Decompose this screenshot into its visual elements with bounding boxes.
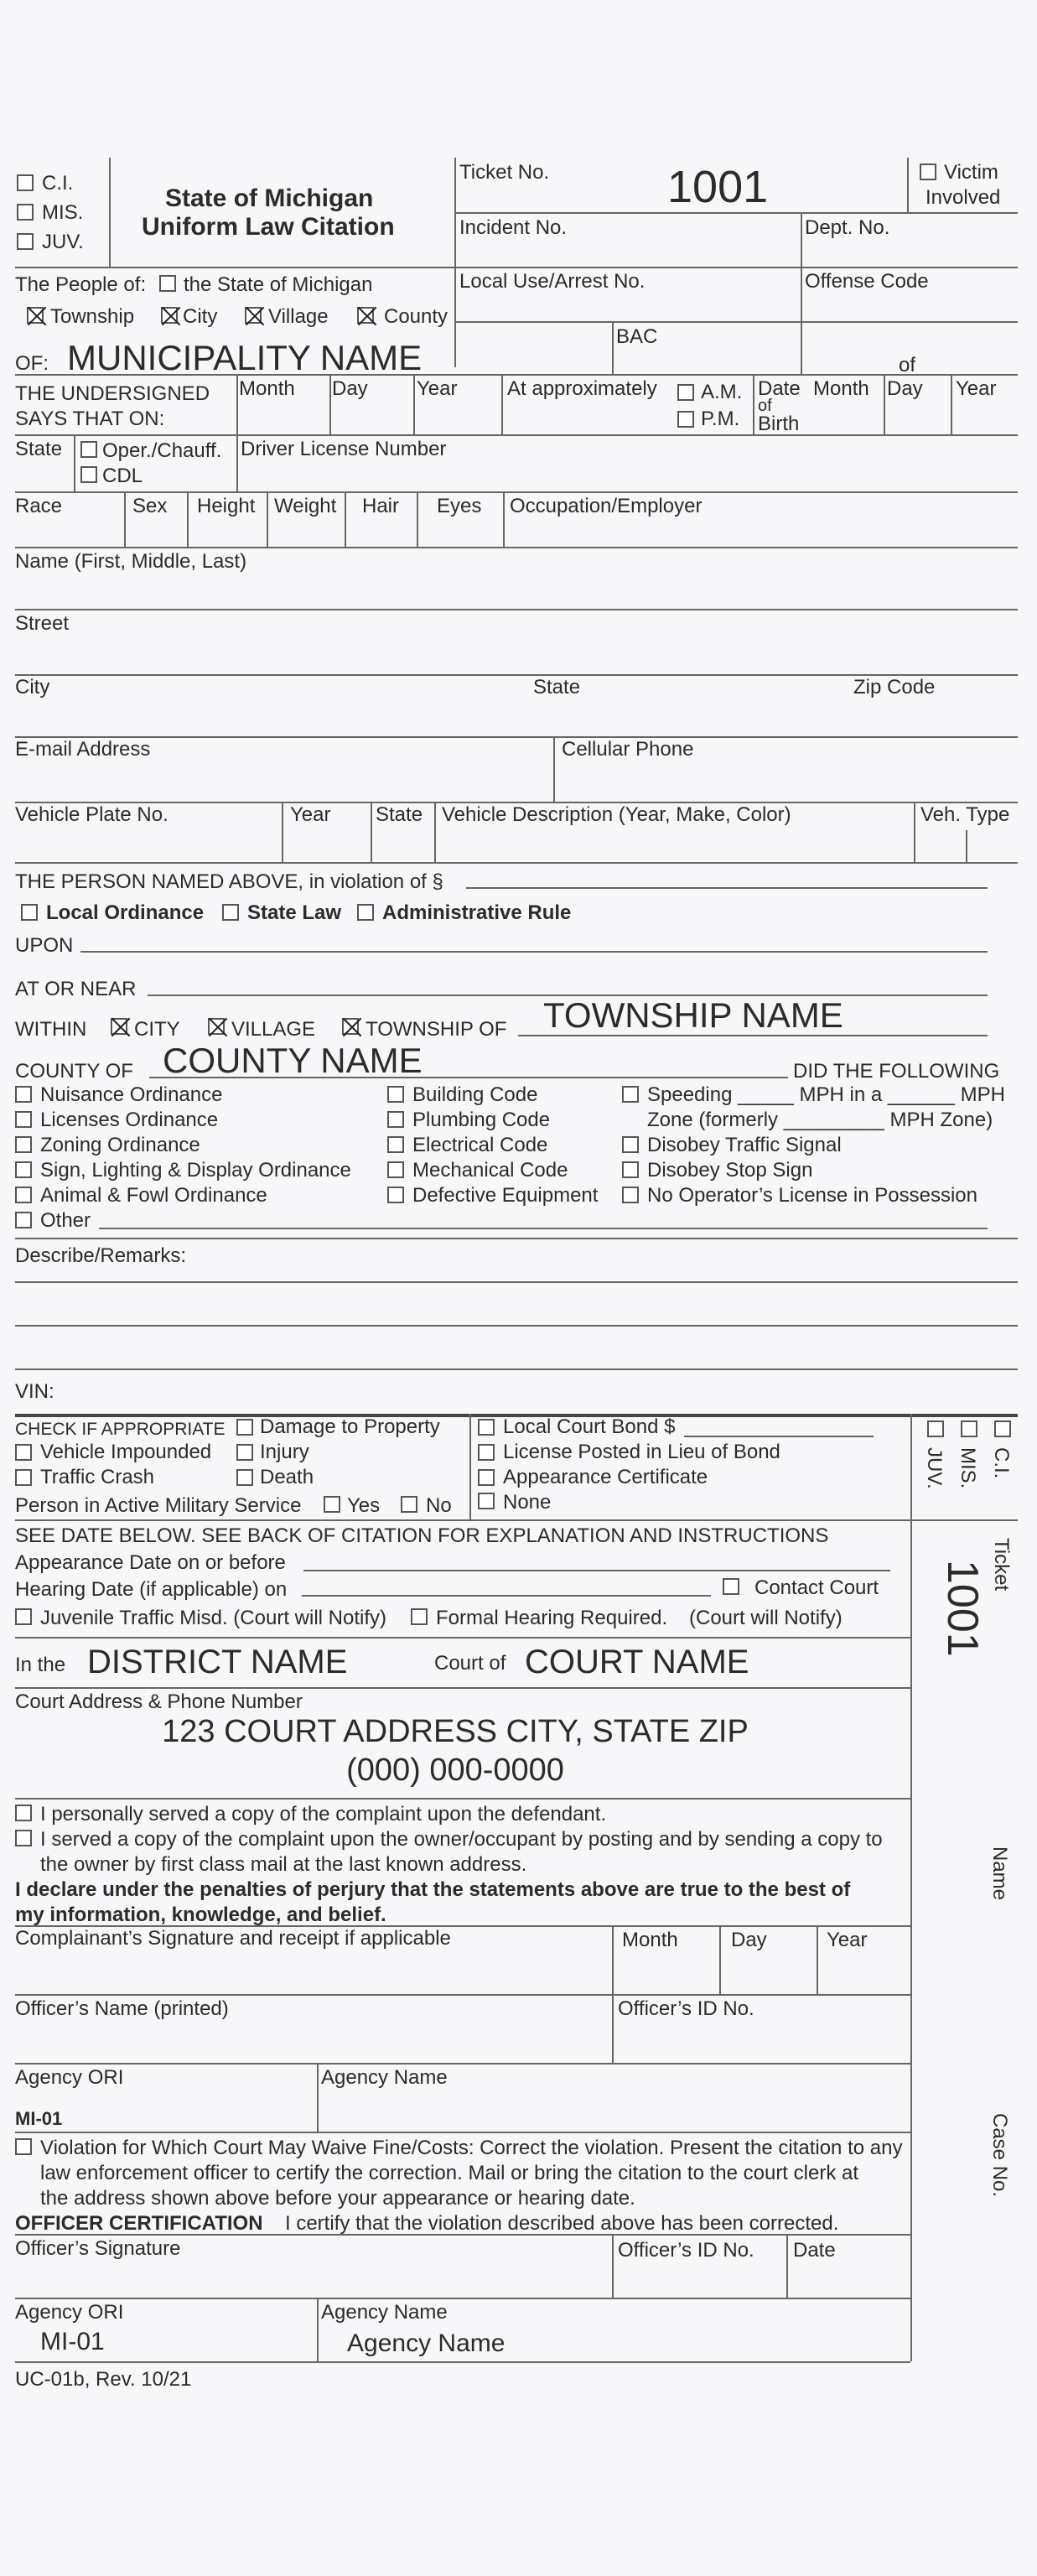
traffic-signal-label: Disobey Traffic Signal [647,1134,842,1156]
name-label: Name (First, Middle, Last) [15,550,247,573]
vin-label: VIN: [15,1380,54,1403]
offense-code-label: Offense Code [805,270,929,293]
county-of-label: COUNTY OF [15,1060,133,1083]
col2-label-2: Electrical Code [412,1134,548,1156]
cert-agency-name-value: Agency Name [347,2329,506,2357]
bond-none-label: None [503,1491,552,1514]
village-label: Village [268,305,329,328]
within-township-checkbox[interactable] [342,1018,359,1035]
township-label: Township [50,305,135,328]
local-ordinance-checkbox[interactable] [21,904,38,921]
court-will-notify-label: (Court will Notify) [689,1607,843,1629]
military-service-label: Person in Active Military Service [15,1494,302,1517]
height-label: Height [197,495,256,517]
mis-label: MIS. [42,201,84,224]
personally-served-label: I personally served a copy of the complaint upon the defendant. [40,1803,607,1826]
stub-ticket-label: Ticket [990,1538,1013,1592]
col2-label-0: Building Code [412,1083,538,1106]
state-of-michigan-label: the State of Michigan [184,273,373,296]
col1-label-1: Licenses Ordinance [40,1109,219,1131]
undersigned-label: THE UNDERSIGNED [15,382,210,405]
col2-checkbox-0[interactable] [387,1086,404,1103]
col1-label-5: Other [40,1209,91,1232]
municipality-name: MUNICIPALITY NAME [67,338,423,377]
victim-involved-checkbox[interactable] [920,164,936,180]
says-that-on-label: SAYS THAT ON: [15,408,165,430]
dob-date-label: Date [758,377,801,400]
local-court-bond-checkbox[interactable] [478,1419,495,1436]
served-copy-line2: the owner by first class mail at the last known address. [40,1853,527,1876]
col1-checkbox-3[interactable] [15,1161,32,1178]
people-of-label: The People of: [15,273,147,296]
race-label: Race [15,495,63,517]
of-small-label: of [899,354,916,377]
mis-checkbox[interactable] [17,204,34,221]
street-label: Street [15,612,70,635]
appearance-certificate-checkbox[interactable] [478,1469,495,1486]
cellular-phone-label: Cellular Phone [562,738,694,761]
col1-label-3: Sign, Lighting & Display Ordinance [40,1159,351,1182]
license-state-label: State [15,438,63,460]
vehicle-type-label: Veh. Type [920,803,1010,826]
citation-title: Uniform Law Citation [142,213,395,241]
person-named-above: THE PERSON NAMED ABOVE, in violation of § [15,870,443,893]
local-ordinance-label: Local Ordinance [46,901,205,924]
dob-of-label: of [758,397,772,415]
sign-year-label: Year [827,1929,868,1951]
speeding-checkbox[interactable] [622,1086,639,1103]
at-approximately-label: At approximately [507,377,657,400]
court-phone: (000) 000-0000 [346,1753,564,1788]
license-posted-label: License Posted in Lieu of Bond [503,1441,780,1463]
within-village-checkbox[interactable] [208,1018,225,1035]
cdl-label: CDL [102,465,143,487]
ci-checkbox[interactable] [17,174,34,191]
cert-agency-ori-value: MI-01 [40,2328,105,2355]
vehicle-year-label: Year [290,803,331,826]
juvenile-traffic-checkbox[interactable] [15,1608,32,1625]
oper-chauff-checkbox[interactable] [80,441,97,458]
dob-year-label: Year [956,377,997,400]
within-city-checkbox[interactable] [111,1018,127,1035]
cert-officer-id-label: Officer’s ID No. [618,2239,754,2262]
col2-checkbox-3[interactable] [387,1161,404,1178]
stop-sign-checkbox[interactable] [622,1161,639,1178]
sign-day-label: Day [731,1929,767,1951]
check-if-appropriate-label: CHECK IF APPROPRIATE [15,1420,226,1439]
vehicle-impounded-label: Vehicle Impounded [40,1441,212,1463]
col1-checkbox-2[interactable] [15,1136,32,1153]
no-license-checkbox[interactable] [622,1187,639,1203]
am-checkbox[interactable] [677,384,694,401]
dob-month-label: Month [813,377,869,400]
ci-label: C.I. [42,172,74,195]
damage-property-checkbox[interactable] [236,1419,253,1436]
col2-checkbox-4[interactable] [387,1187,404,1203]
township-name: TOWNSHIP NAME [543,995,843,1035]
agency-ori-value: MI-01 [15,2108,63,2129]
within-city-label: CITY [134,1018,180,1041]
local-use-label: Local Use/Arrest No. [459,270,646,293]
victim-label: Victim [944,161,998,184]
col1-checkbox-1[interactable] [15,1111,32,1128]
col1-checkbox-4[interactable] [15,1187,32,1203]
dob-birth-label: Birth [758,413,800,435]
oper-chauff-label: Oper./Chauff. [102,439,222,462]
stub-mis-label: MIS. [957,1447,979,1489]
death-checkbox[interactable] [236,1469,253,1486]
dob-day-label: Day [887,377,923,400]
township-of-label: TOWNSHIP OF [366,1018,507,1041]
year-label: Year [417,377,458,400]
juv-checkbox[interactable] [17,233,34,250]
officer-certification-title: OFFICER CERTIFICATION [15,2212,263,2235]
hearing-date-label: Hearing Date (if applicable) on [15,1578,288,1601]
waive-line2: law enforcement officer to certify the correction. Mail or bring the citation to the court clerk at [40,2162,858,2184]
stub-case-no-label: Case No. [988,2113,1011,2198]
ticket-no-label: Ticket No. [459,161,550,184]
speed-zone-label: Zone (formerly _________ MPH Zone) [647,1109,993,1131]
officer-certification-text: I certify that the violation described above has been corrected. [285,2212,839,2235]
court-address: 123 COURT ADDRESS CITY, STATE ZIP [162,1714,749,1749]
col2-label-1: Plumbing Code [412,1109,551,1131]
state-field-label: State [533,676,581,699]
license-posted-checkbox[interactable] [478,1444,495,1461]
state-law-label: State Law [247,901,342,924]
stub-juv-checkbox[interactable] [927,1420,944,1437]
military-yes-checkbox[interactable] [324,1496,340,1513]
declaration-line2: my information, knowledge, and belief. [15,1903,386,1926]
pm-checkbox[interactable] [677,411,694,428]
court-may-waive-checkbox[interactable] [15,2138,32,2155]
military-yes-label: Yes [347,1494,381,1517]
district-name: DISTRICT NAME [87,1644,348,1680]
col1-checkbox-0[interactable] [15,1086,32,1103]
vehicle-plate-label: Vehicle Plate No. [15,803,169,826]
stub-name-label: Name [988,1846,1011,1901]
form-id-label: UC-01b, Rev. 10/21 [15,2368,192,2391]
col1-label-2: Zoning Ordinance [40,1134,200,1156]
dept-no-label: Dept. No. [805,216,890,239]
stub-juv-label: JUV. [923,1447,946,1489]
involved-label: Involved [926,186,1001,209]
col2-label-3: Mechanical Code [412,1159,568,1182]
traffic-crash-label: Traffic Crash [40,1466,155,1488]
sex-label: Sex [132,495,168,517]
served-copy-checkbox[interactable] [15,1830,32,1846]
stop-sign-label: Disobey Stop Sign [647,1159,813,1182]
court-address-label: Court Address & Phone Number [15,1690,303,1713]
city-checkbox[interactable] [161,307,178,324]
waive-line3: the address shown above before your appearance or hearing date. [40,2187,635,2210]
officer-id-label: Officer’s ID No. [618,1997,754,2020]
vehicle-state-label: State [376,803,423,826]
email-label: E-mail Address [15,738,151,761]
court-of-label: Court of [434,1652,506,1675]
no-license-label: No Operator’s License in Possession [647,1184,977,1207]
stub-mis-checkbox[interactable] [961,1420,977,1437]
driver-license-label: Driver License Number [241,438,447,460]
cert-agency-name-label: Agency Name [321,2301,448,2324]
stub-ticket-no: 1001 [938,1560,987,1657]
appearance-certificate-label: Appearance Certificate [503,1466,708,1488]
am-label: A.M. [701,381,743,403]
pm-label: P.M. [701,408,740,430]
cert-date-label: Date [793,2239,836,2262]
contact-court-label: Contact Court [754,1576,879,1599]
injury-label: Injury [260,1441,309,1463]
within-village-label: VILLAGE [231,1018,316,1041]
injury-checkbox[interactable] [236,1444,253,1461]
at-or-near-label: AT OR NEAR [15,978,137,1000]
local-court-bond-label: Local Court Bond $ [503,1415,676,1438]
stub-ci-label: C.I. [990,1447,1013,1479]
village-checkbox[interactable] [245,307,262,324]
state-of-michigan-checkbox[interactable] [159,275,176,292]
waive-line1: Violation for Which Court May Waive Fine/Costs: Correct the violation. Present the citation to any [40,2137,903,2159]
col1-label-4: Animal & Fowl Ordinance [40,1184,267,1207]
in-the-label: In the [15,1654,66,1676]
juv-label: JUV. [42,231,84,253]
formal-hearing-checkbox[interactable] [411,1608,428,1625]
military-no-label: No [426,1494,452,1517]
ticket-no: 1001 [667,162,769,212]
eyes-label: Eyes [437,495,482,517]
vehicle-description-label: Vehicle Description (Year, Make, Color) [442,803,791,826]
contact-court-checkbox[interactable] [723,1578,739,1595]
juvenile-traffic-label: Juvenile Traffic Misd. (Court will Notify) [40,1607,386,1629]
month-label: Month [239,377,295,400]
city-label: City [183,305,218,328]
city-field-label: City [15,676,50,699]
formal-hearing-label: Formal Hearing Required. [436,1607,668,1629]
served-copy-line1: I served a copy of the complaint upon the owner/occupant by posting and by sending a copy to [40,1828,883,1851]
vehicle-impounded-checkbox[interactable] [15,1444,32,1461]
traffic-signal-checkbox[interactable] [622,1136,639,1153]
death-label: Death [260,1466,314,1488]
incident-no-label: Incident No. [459,216,568,239]
personally-served-checkbox[interactable] [15,1805,32,1821]
officer-name-label: Officer’s Name (printed) [15,1997,229,2020]
hair-label: Hair [362,495,400,517]
occupation-label: Occupation/Employer [510,495,703,517]
col1-label-0: Nuisance Ordinance [40,1083,223,1106]
speeding-label: Speeding _____ MPH in a ______ MPH [647,1083,1005,1106]
stub-ci-checkbox[interactable] [994,1420,1011,1437]
see-date-below: SEE DATE BELOW. SEE BACK OF CITATION FOR EXPLANATION AND INSTRUCTIONS [15,1524,829,1547]
cdl-checkbox[interactable] [80,466,97,483]
col2-checkbox-1[interactable] [387,1111,404,1128]
col2-label-4: Defective Equipment [412,1184,599,1207]
zip-code-label: Zip Code [853,676,936,699]
damage-property-label: Damage to Property [260,1415,440,1438]
county-label: County [384,305,449,328]
did-the-following-label: DID THE FOLLOWING [793,1060,1000,1083]
bond-none-checkbox[interactable] [478,1493,495,1509]
agency-ori-label: Agency ORI [15,2066,124,2089]
weight-label: Weight [274,495,337,517]
col2-checkbox-2[interactable] [387,1136,404,1153]
bac-label: BAC [616,325,658,348]
county-name: COUNTY NAME [163,1041,423,1080]
col1-checkbox-5[interactable] [15,1212,32,1228]
agency-name-label: Agency Name [321,2066,448,2089]
state-title: State of Michigan [165,184,374,212]
upon-label: UPON [15,934,74,957]
court-name: COURT NAME [525,1644,749,1680]
military-no-checkbox[interactable] [401,1496,417,1513]
county-checkbox[interactable] [357,307,374,324]
sign-month-label: Month [622,1929,678,1951]
within-label: WITHIN [15,1018,87,1041]
township-checkbox[interactable] [27,307,44,324]
traffic-crash-checkbox[interactable] [15,1469,32,1486]
administrative-rule-label: Administrative Rule [382,901,572,924]
complainant-signature-label: Complainant’s Signature and receipt if applicable [15,1927,451,1950]
of-label: OF: [15,352,49,375]
state-law-checkbox[interactable] [222,904,239,921]
appearance-date-label: Appearance Date on or before [15,1551,286,1574]
administrative-rule-checkbox[interactable] [357,904,374,921]
describe-remarks-label: Describe/Remarks: [15,1244,187,1267]
declaration-line1: I declare under the penalties of perjury that the statements above are true to the best of [15,1878,851,1901]
officer-signature-label: Officer’s Signature [15,2237,181,2260]
day-label: Day [332,377,368,400]
cert-agency-ori-label: Agency ORI [15,2301,124,2324]
